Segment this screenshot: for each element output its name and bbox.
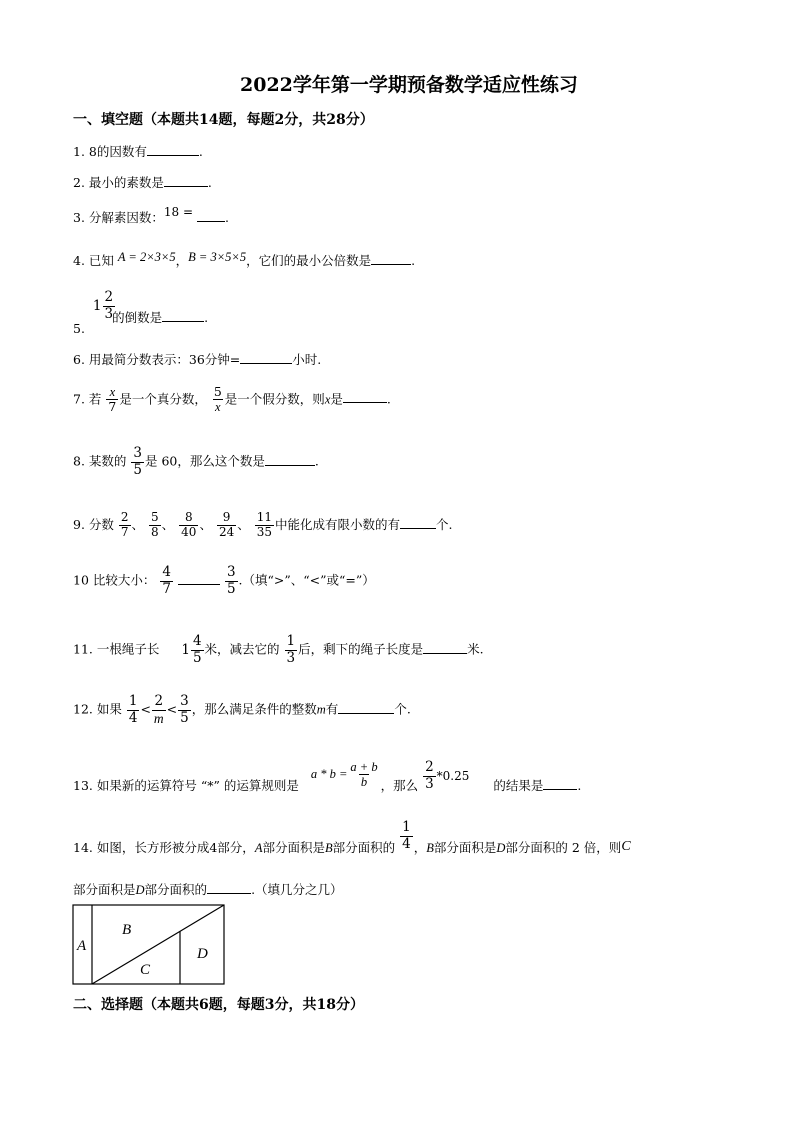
- question-2-text: 2. 最小的素数是: [73, 175, 164, 190]
- numerator: 9: [222, 510, 231, 524]
- question-7: [73, 385, 391, 415]
- question-10-rest: .（填“>”、“<”或“=”）: [238, 572, 375, 588]
- answer-blank[interactable]: [162, 309, 204, 322]
- denominator: 7: [162, 580, 171, 597]
- label-d: D: [197, 946, 208, 962]
- fraction: [149, 511, 161, 540]
- text: 部分面积是: [73, 882, 136, 897]
- question-7-rest: 是: [330, 391, 343, 407]
- section-1-heading: 一、填空题（本题共14题，每题2分，共28分）: [73, 112, 374, 128]
- part-b: B: [324, 840, 333, 855]
- question-2-end: .: [207, 175, 212, 190]
- page-title: 2022学年第一学期预备数学适应性练习: [240, 74, 578, 96]
- question-13-mid: ，那么: [380, 778, 419, 793]
- answer-blank[interactable]: [265, 453, 315, 466]
- question-12-prefix: 12. 如果: [73, 701, 122, 717]
- question-3: [73, 205, 230, 226]
- denominator: 7: [120, 524, 129, 539]
- section-2-heading: 二、选择题（本题共6题，每题3分，共18分）: [73, 997, 364, 1013]
- fraction: [127, 694, 140, 726]
- question-11-rest: 后，剩下的绳子长度是: [298, 641, 424, 657]
- question-13-end: .: [577, 778, 582, 793]
- numerator: 3: [180, 693, 189, 709]
- denominator: 5: [192, 649, 202, 666]
- numerator: 4: [192, 633, 202, 649]
- numerator: 1: [402, 819, 411, 835]
- answer-blank[interactable]: [400, 516, 436, 529]
- question-8-rest: 是 60，那么这个数是: [144, 453, 265, 469]
- mixed-whole: 1: [92, 298, 102, 315]
- question-11-prefix: 11. 一根绳子长: [73, 641, 160, 657]
- text: ，: [413, 839, 427, 855]
- denominator: m: [153, 710, 164, 726]
- fraction: [212, 385, 224, 415]
- answer-blank[interactable]: [164, 174, 208, 187]
- question-5-rest: 的倒数是: [112, 310, 163, 326]
- fraction: [225, 565, 238, 597]
- question-12-end: 个.: [394, 701, 411, 717]
- question-9-rest: 中能化成有限小数的有: [275, 516, 401, 532]
- fraction: [178, 694, 191, 726]
- question-1-text: 1. 8的因数有: [73, 144, 147, 159]
- question-11-mid: 米，减去它的: [204, 641, 280, 657]
- answer-blank[interactable]: [178, 572, 220, 585]
- fraction: [160, 565, 173, 597]
- numerator: x: [109, 385, 116, 399]
- expression: 18 =: [163, 205, 194, 219]
- numerator: 3: [226, 564, 236, 580]
- question-6: [73, 350, 321, 368]
- question-4: [73, 251, 415, 269]
- question-13-rest: 的结果是: [493, 778, 544, 793]
- rule-lhs: a * b =: [310, 767, 348, 782]
- question-5-end: .: [204, 310, 209, 326]
- fraction: [255, 511, 274, 540]
- denominator: 40: [181, 524, 197, 539]
- question-14-end: .（填几分之几）: [251, 882, 343, 897]
- fraction: [179, 511, 198, 540]
- expression: [422, 760, 469, 792]
- text: 部分面积是: [262, 839, 325, 855]
- numerator: 1: [128, 693, 138, 709]
- part-a: A: [254, 840, 263, 855]
- separator: 、: [131, 516, 145, 532]
- question-4-end: .: [411, 253, 416, 268]
- question-7-prefix: 7. 若: [73, 391, 102, 407]
- question-4-text: 4. 已知: [73, 253, 114, 268]
- numerator: 2: [425, 759, 434, 775]
- fraction: [348, 760, 379, 790]
- separator: ，: [175, 253, 189, 268]
- denominator: 3: [104, 305, 114, 322]
- less-than: <: [166, 701, 178, 717]
- answer-blank[interactable]: [147, 143, 199, 156]
- numerator: 5: [213, 384, 222, 399]
- question-11-end: 米.: [467, 641, 484, 657]
- question-14-prefix: 14. 如图，长方形被分成4部分，: [73, 839, 255, 855]
- question-8: [73, 446, 319, 478]
- part-d: D: [496, 840, 506, 855]
- fraction: [119, 511, 131, 540]
- fraction: [400, 820, 413, 852]
- fraction: [423, 760, 436, 792]
- answer-blank[interactable]: [371, 252, 411, 265]
- part-b: B: [426, 840, 434, 855]
- denominator: 3: [286, 649, 296, 666]
- separator: 、: [161, 516, 175, 532]
- less-than: <: [140, 701, 151, 717]
- expression-b: B = 3×5×5: [188, 250, 247, 264]
- answer-blank[interactable]: [207, 881, 251, 894]
- fraction: [191, 634, 204, 666]
- answer-blank[interactable]: [240, 351, 292, 364]
- question-2: [73, 173, 212, 191]
- question-12: [73, 694, 411, 726]
- question-7-mid2: 是一个假分数，则: [224, 391, 325, 407]
- denominator: 8: [151, 524, 159, 539]
- mixed-whole: 1: [181, 642, 190, 659]
- question-9-end: 个.: [436, 516, 453, 532]
- question-5-number: 5.: [73, 321, 85, 337]
- fraction: [131, 446, 144, 478]
- mixed-number: [181, 634, 204, 666]
- question-4-rest: ，它们的最小公倍数是: [246, 253, 372, 268]
- question-10: [73, 565, 375, 597]
- rectangle-figure: [72, 904, 226, 986]
- expression-a: A = 2×3×5: [117, 250, 176, 264]
- numerator: a + b: [350, 760, 378, 774]
- numerator: 11: [256, 510, 273, 524]
- denominator: 4: [402, 835, 411, 852]
- text: 部分面积的: [144, 882, 208, 897]
- question-8-prefix: 8. 某数的: [73, 453, 127, 469]
- operation-rule: [311, 760, 381, 790]
- question-6-rest: 小时.: [292, 352, 322, 367]
- question-7-mid: 是一个真分数，: [119, 391, 207, 407]
- numerator: 4: [162, 564, 171, 580]
- answer-blank[interactable]: [197, 209, 225, 222]
- denominator: 24: [218, 524, 235, 539]
- text: 部分面积的: [332, 839, 396, 855]
- label-c: C: [140, 962, 151, 978]
- text: 部分面积的 2 倍，则: [505, 839, 622, 855]
- fraction: [152, 694, 166, 726]
- question-12-rest: ，那么满足条件的整数: [191, 701, 317, 717]
- variable: m: [316, 702, 326, 717]
- question-6-text: 6. 用最简分数表示：36分钟=: [73, 352, 241, 367]
- denominator: 5: [180, 709, 189, 726]
- answer-blank[interactable]: [343, 390, 387, 403]
- numerator: 5: [151, 510, 159, 524]
- fraction: [217, 511, 236, 540]
- denominator: x: [215, 400, 221, 415]
- question-5: [73, 289, 209, 337]
- denominator: 4: [128, 709, 138, 726]
- answer-blank[interactable]: [338, 701, 394, 714]
- numerator: 2: [120, 510, 129, 524]
- question-8-end: .: [314, 453, 319, 469]
- question-10-prefix: 10 比较大小：: [73, 572, 156, 588]
- answer-blank[interactable]: [543, 777, 577, 790]
- part-d: D: [135, 883, 145, 897]
- question-13-prefix: 13. 如果新的运算符号 “*” 的运算规则是: [73, 778, 299, 793]
- denominator: 3: [425, 775, 434, 792]
- denominator: 35: [256, 524, 273, 539]
- label-a: A: [77, 938, 87, 954]
- label-b: B: [122, 922, 132, 938]
- numerator: 1: [286, 633, 296, 649]
- question-9-prefix: 9. 分数: [73, 516, 114, 532]
- question-1: [73, 142, 203, 160]
- question-3-text: 3. 分解素因数：: [73, 210, 164, 225]
- operator-value: *0.25: [436, 769, 470, 784]
- denominator: 5: [133, 461, 142, 478]
- question-12-rest2: 有: [325, 701, 339, 717]
- fraction: [285, 634, 298, 666]
- question-14-line-2: [73, 880, 343, 898]
- denominator: b: [360, 775, 368, 790]
- denominator: 7: [108, 399, 117, 415]
- text: 部分面积是: [433, 839, 497, 855]
- part-c: C: [621, 838, 631, 854]
- numerator: 2: [104, 289, 114, 305]
- separator: 、: [237, 516, 250, 532]
- question-3-end: .: [225, 210, 230, 225]
- question-1-end: .: [198, 144, 203, 159]
- numerator: 3: [133, 445, 142, 461]
- diagonal: [92, 905, 224, 984]
- separator: 、: [199, 516, 212, 532]
- answer-blank[interactable]: [423, 641, 467, 654]
- question-9: [73, 511, 453, 540]
- question-11: [73, 634, 484, 666]
- numerator: 2: [154, 693, 164, 709]
- question-7-end: .: [386, 391, 391, 407]
- question-14: [73, 819, 631, 855]
- denominator: 5: [226, 580, 236, 597]
- question-13: [73, 760, 581, 792]
- fraction: [106, 385, 118, 415]
- variable: x: [324, 392, 331, 407]
- numerator: 8: [184, 510, 193, 524]
